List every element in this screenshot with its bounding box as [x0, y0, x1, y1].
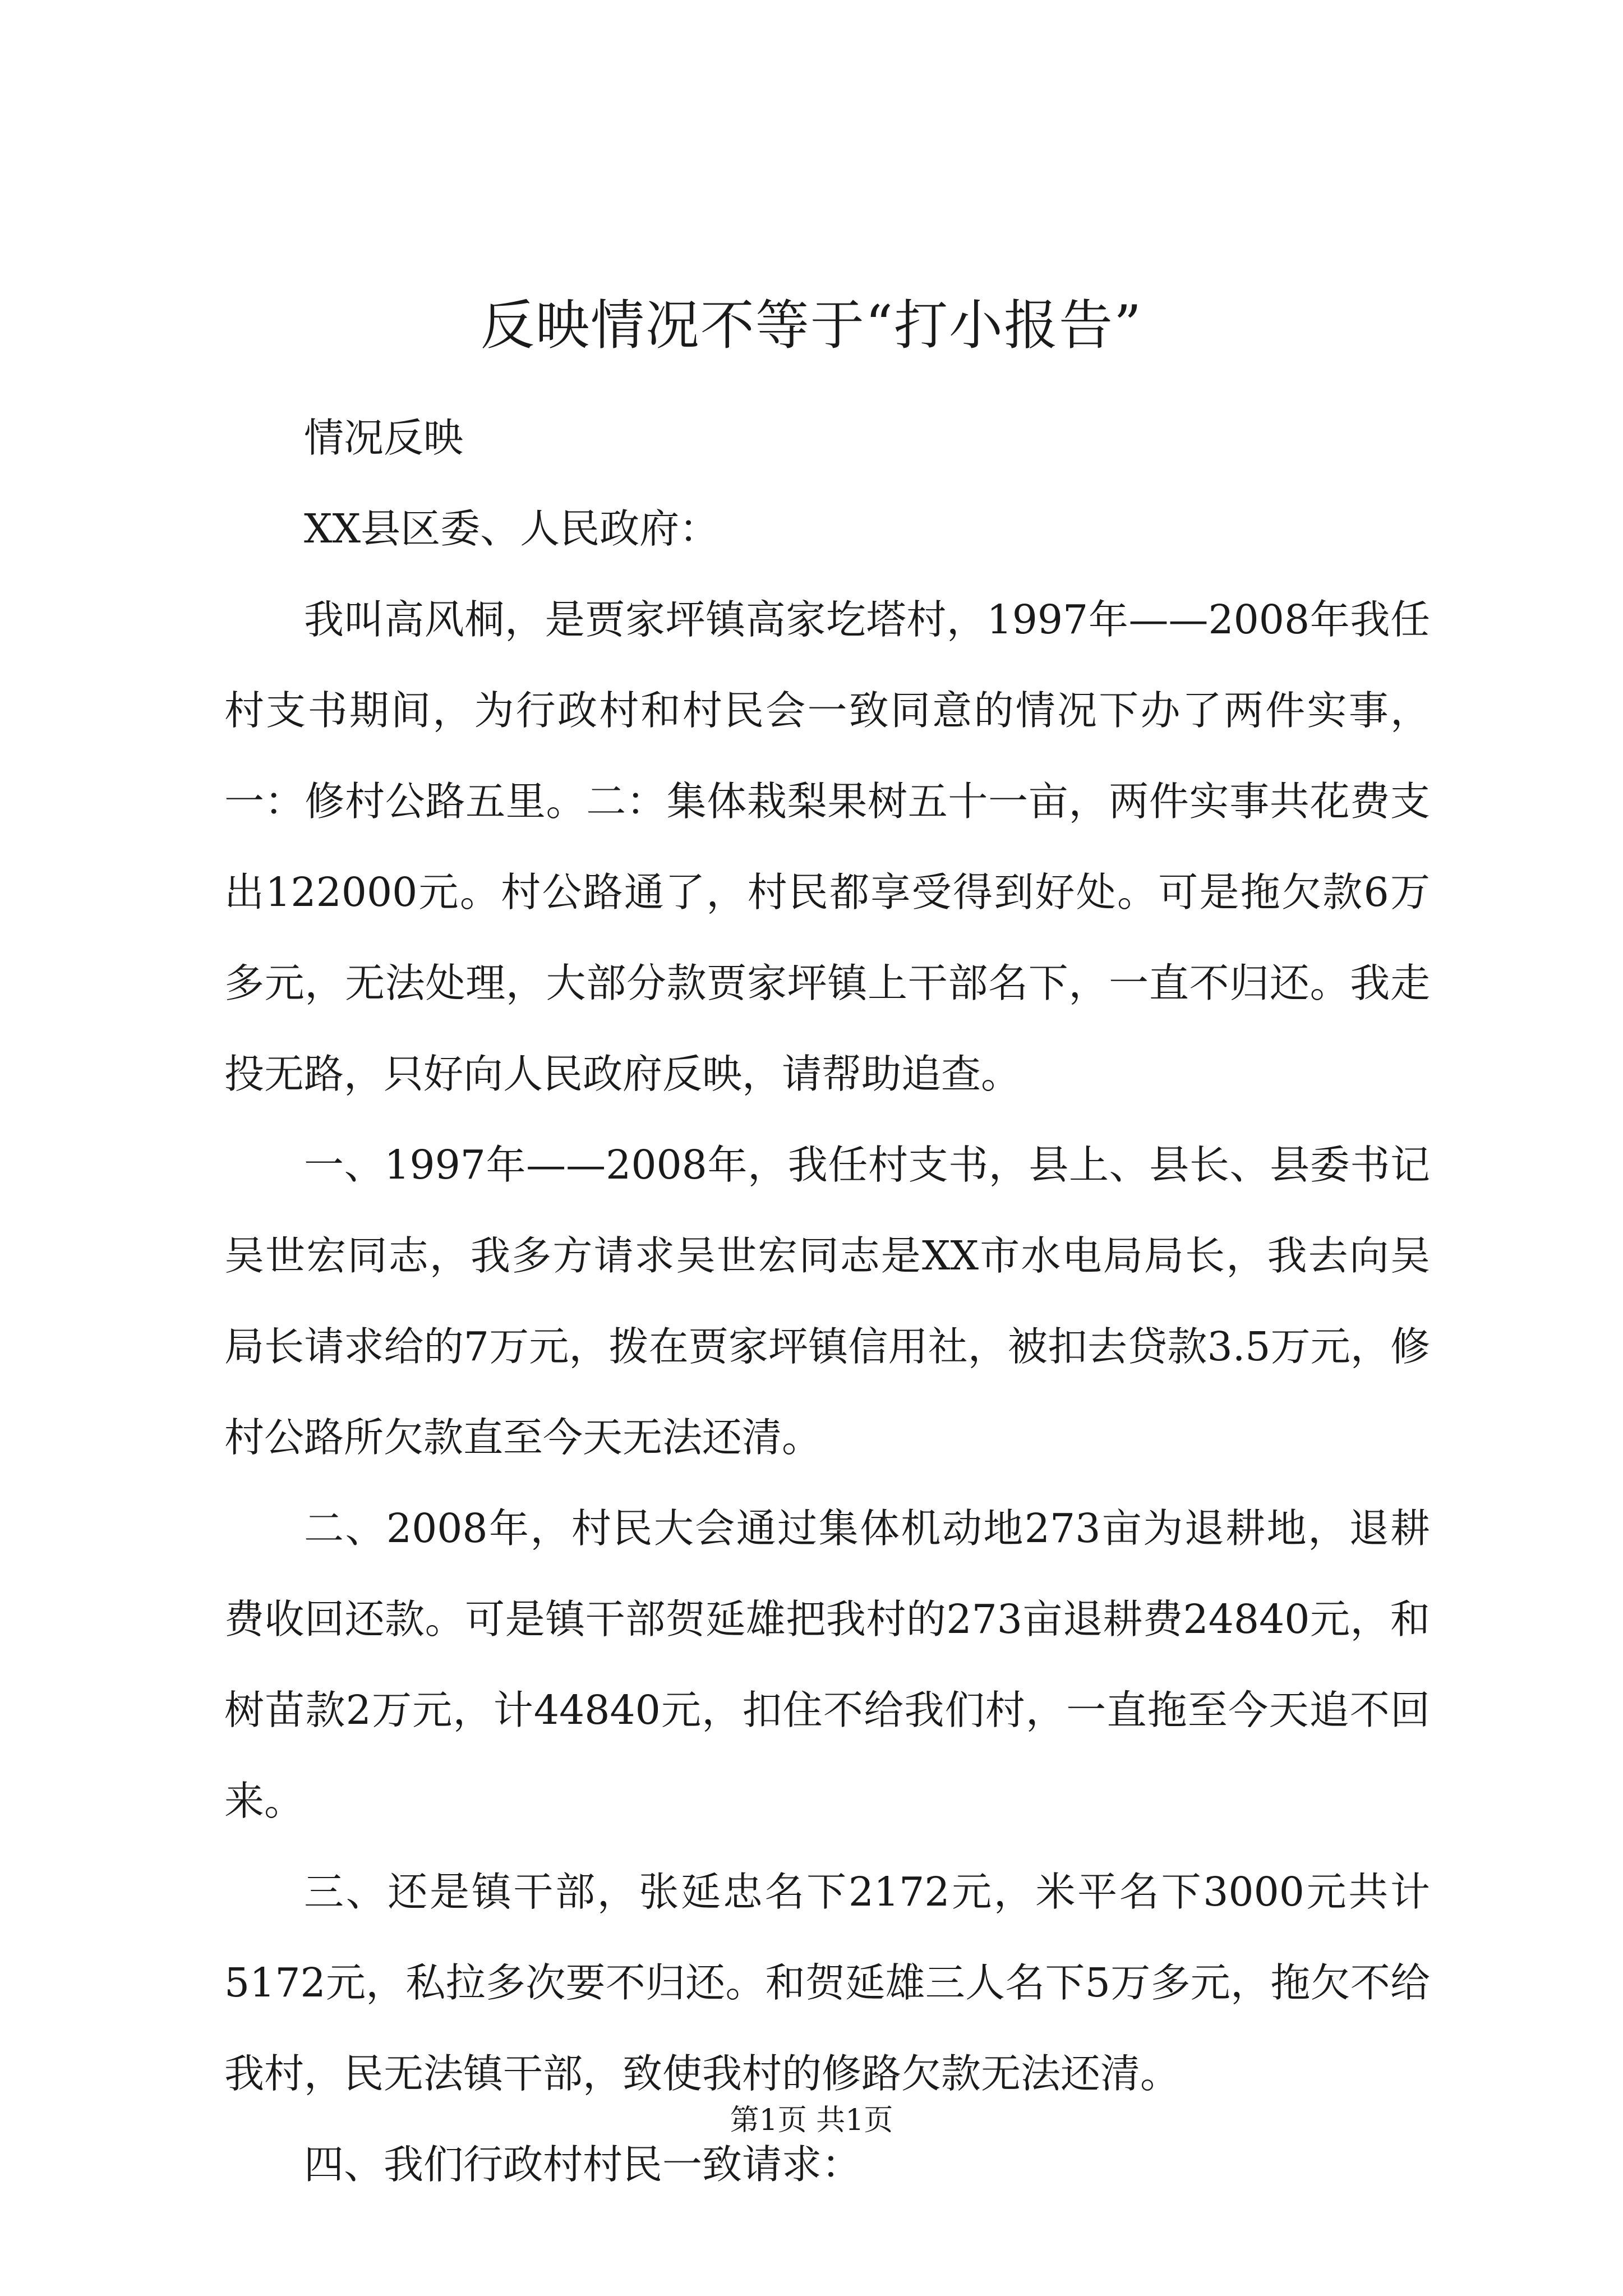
subtitle-line: 情况反映 [304, 415, 464, 461]
paragraph-item-2: 二、2008年，村民大会通过集体机动地273亩为退耕地，退耕费收回还款。可是镇干部贺延雄把我村的273亩退耕费24840元，和树苗款2万元，计44840元，扣住不给我们村，一直拖至今天追不回来。 [224, 1505, 1430, 1824]
paragraph-item-1: 一、1997年——2008年，我任村支书，县上、县长、县委书记吴世宏同志，我多方请求吴世宏同志是XX市水电局局长，我去向吴局长请求给的7万元，拨在贾家坪镇信用社，被扣去贷款3.5万元，修村公路所欠款直至今天无法还清。 [224, 1142, 1430, 1461]
document-title: 反映情况不等于“打小报告” [480, 294, 1143, 357]
paragraph-intro: 我叫高风桐，是贾家坪镇高家圪塔村，1997年——2008年我任村支书期间，为行政村和村民会一致同意的情况下办了两件实事，一：修村公路五里。二：集体栽梨果树五十一亩，两件实事共花费支出122000元。村公路通了，村民都享受得到好处。可是拖欠款6万多元，无法处理，大部分款贾家坪镇上干部名下，一直不归还。我走投无路，只好向人民政府反映，请帮助追查。 [224, 596, 1430, 1097]
paragraph-item-4: 四、我们行政村村民一致请求： [304, 2141, 862, 2188]
page-footer: 第1页 共1页 [730, 2104, 893, 2137]
paragraph-item-3: 三、还是镇干部，张延忠名下2172元，米平名下3000元共计5172元，私拉多次要不归还。和贺延雄三人名下5万多元，拖欠不给我村，民无法镇干部，致使我村的修路欠款无法还清。 [224, 1869, 1430, 2097]
addressee-line: XX县区委、人民政府： [304, 505, 720, 552]
document-body [224, 393, 1430, 2210]
